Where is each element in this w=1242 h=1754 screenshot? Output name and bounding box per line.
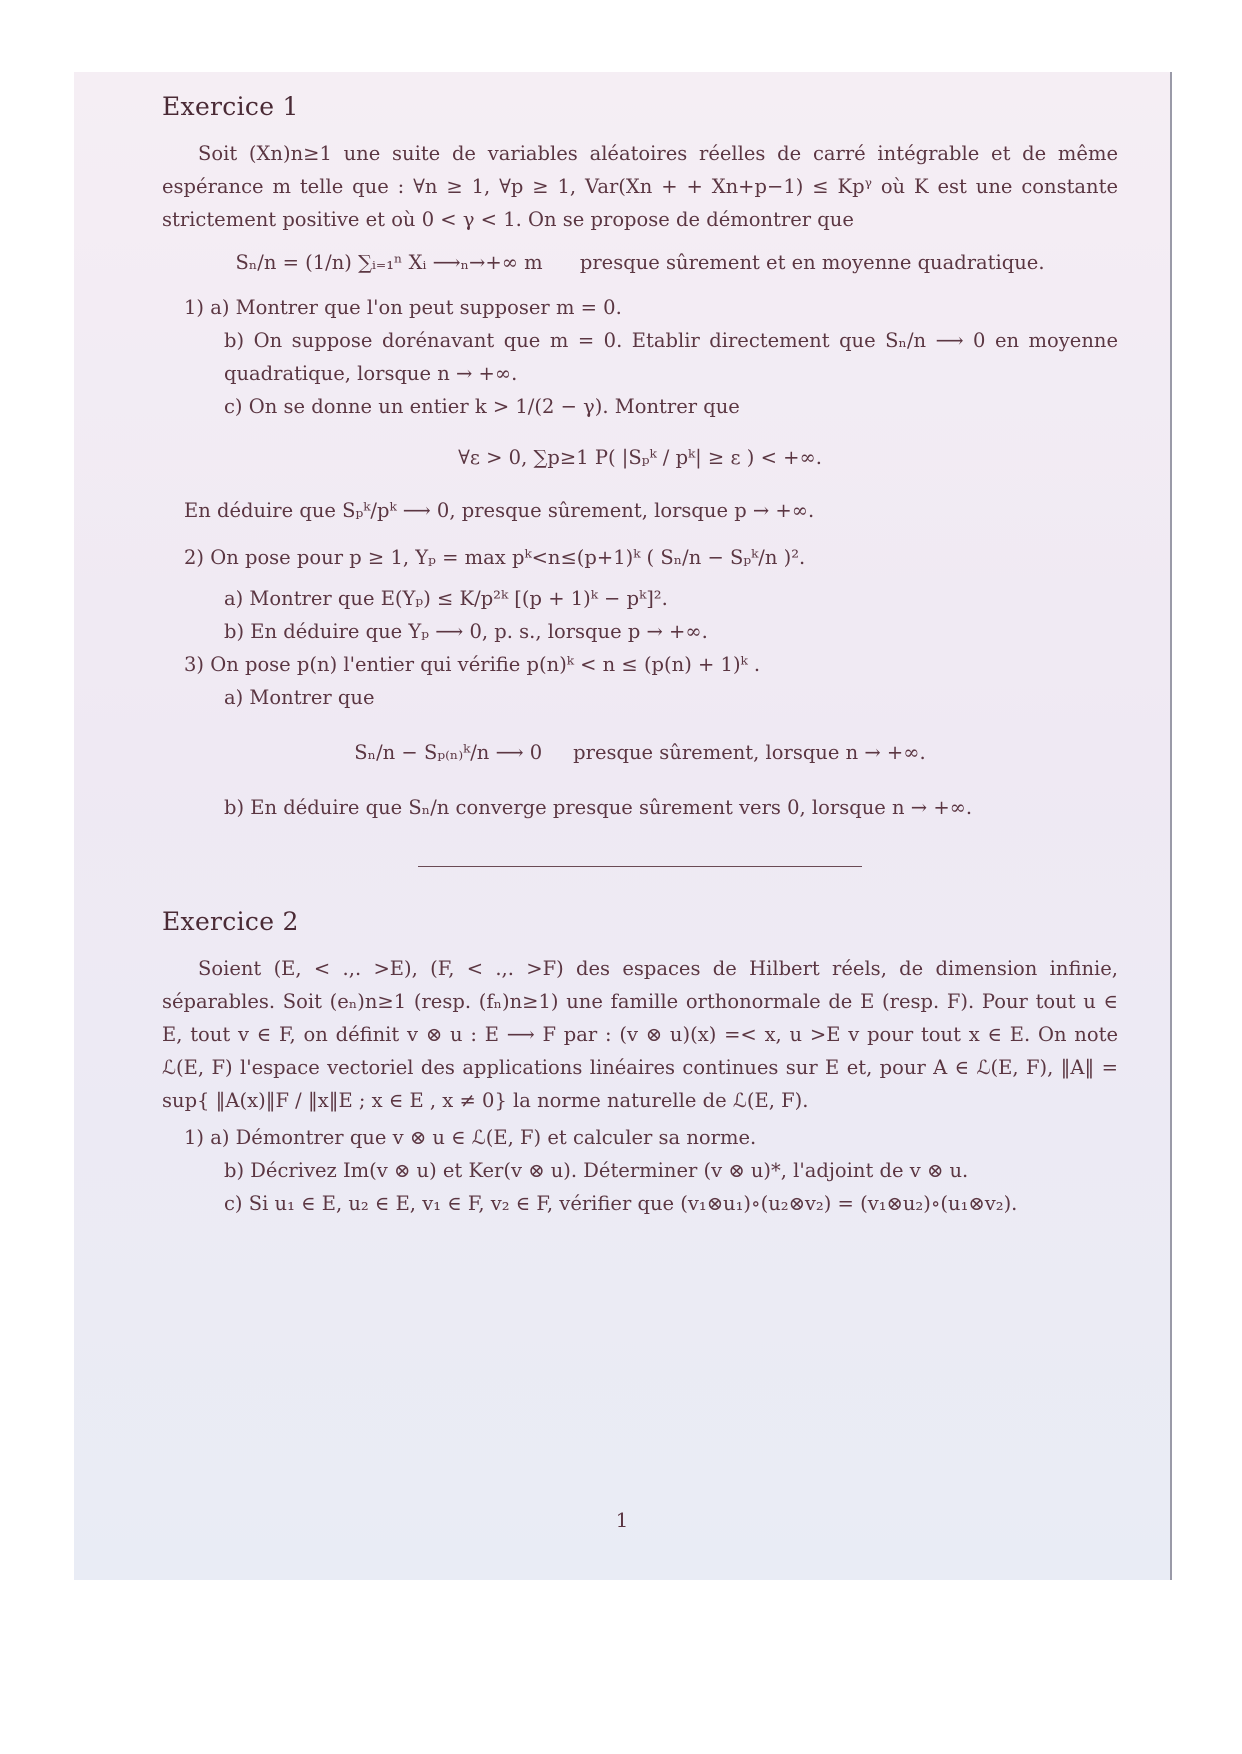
question-2: 2) On pose pour p ≥ 1, Yₚ = max pᵏ<n≤(p+1)ᵏ ( Sₙ/n − Sₚᵏ/n )². (184, 546, 806, 569)
ex2-question-1a: 1) a) Démontrer que v ⊗ u ∈ ℒ(E, F) et calculer sa norme. (184, 1126, 757, 1149)
exercise-2-intro: Soient (E, < .,. >E), (F, < .,. >F) des espaces de Hilbert réels, de dimension infinie, séparables. Soit (eₙ)n≥1 (resp. (fₙ)n≥1) une famille orthonormale de E (resp. F). Pour tout u ∈ E, tout v ∈ F, on définit v ⊗ u : E ⟶ F par : (v ⊗ u)(x) =< x, u >E v pour tout x ∈ E. On note ℒ(E, F) l'espace vectoriel des applications linéaires continues sur E et, pour A ∈ ℒ(E, F), ‖A‖ = sup{ ‖A(x)‖F / ‖x‖E ; x ∈ E , x ≠ 0} la norme naturelle de ℒ(E, F). (162, 957, 1118, 1112)
exercise-2-title: Exercice 2 (162, 907, 299, 936)
question-1a: 1) a) Montrer que l'on peut supposer m = 0. (184, 296, 622, 319)
display-equation-1 (162, 246, 1118, 279)
question-2a: a) Montrer que E(Yₚ) ≤ K/p²ᵏ [(p + 1)ᵏ − pᵏ]². (224, 587, 668, 610)
section-divider (418, 866, 862, 867)
exercise-1-intro: Soit (Xn)n≥1 une suite de variables aléatoires réelles de carré intégrable et de même espérance m telle que : ∀n ≥ 1, ∀p ≥ 1, Var(Xn + + Xn+p−1) ≤ Kpᵞ où K est une constante strictement positive et où 0 < γ < 1. On se propose de démontrer que (162, 142, 1118, 231)
ex2-question-1b: b) Décrivez Im(v ⊗ u) et Ker(v ⊗ u). Déterminer (v ⊗ u)*, l'adjoint de v ⊗ u. (224, 1159, 969, 1182)
document-page (74, 72, 1172, 1580)
ex2-question-1c: c) Si u₁ ∈ E, u₂ ∈ E, v₁ ∈ F, v₂ ∈ F, vérifier que (v₁⊗u₁)∘(u₂⊗v₂) = (v₁⊗u₂)∘(u₁⊗v₂). (224, 1192, 1018, 1215)
question-3a: a) Montrer que (224, 686, 375, 709)
question-3b: b) En déduire que Sₙ/n converge presque sûrement vers 0, lorsque n → +∞. (224, 796, 973, 819)
exercise-1-title: Exercice 1 (162, 92, 299, 121)
question-1c: c) On se donne un entier k > 1/(2 − γ). Montrer que (224, 395, 740, 418)
question-1b: b) On suppose dorénavant que m = 0. Etablir directement que Sₙ/n ⟶ 0 en moyenne quadratique, lorsque n → +∞. (224, 329, 1118, 385)
page-number: 1 (615, 1508, 629, 1532)
page-content (162, 90, 1118, 1220)
equation-3-text: presque sûrement, lorsque n → +∞. (573, 741, 926, 764)
display-equation-2: ∀ε > 0, ∑p≥1 P( |Sₚᵏ / pᵏ| ≥ ε ) < +∞. (458, 446, 822, 469)
equation-3: Sₙ/n − Sₚ₍ₙ₎ᵏ/n ⟶ 0 (354, 741, 543, 764)
question-3: 3) On pose p(n) l'entier qui vérifie p(n)ᵏ < n ≤ (p(n) + 1)ᵏ . (184, 653, 761, 676)
equation-1-text: presque sûrement et en moyenne quadratique. (579, 251, 1045, 274)
question-2b: b) En déduire que Yₚ ⟶ 0, p. s., lorsque p → +∞. (224, 620, 708, 643)
equation-1: Sₙ/n = (1/n) ∑ᵢ₌₁ⁿ Xᵢ ⟶ₙ→+∞ m (235, 251, 543, 274)
display-equation-3 (162, 736, 1118, 769)
deduce-1: En déduire que Sₚᵏ/pᵏ ⟶ 0, presque sûrement, lorsque p → +∞. (184, 499, 815, 522)
